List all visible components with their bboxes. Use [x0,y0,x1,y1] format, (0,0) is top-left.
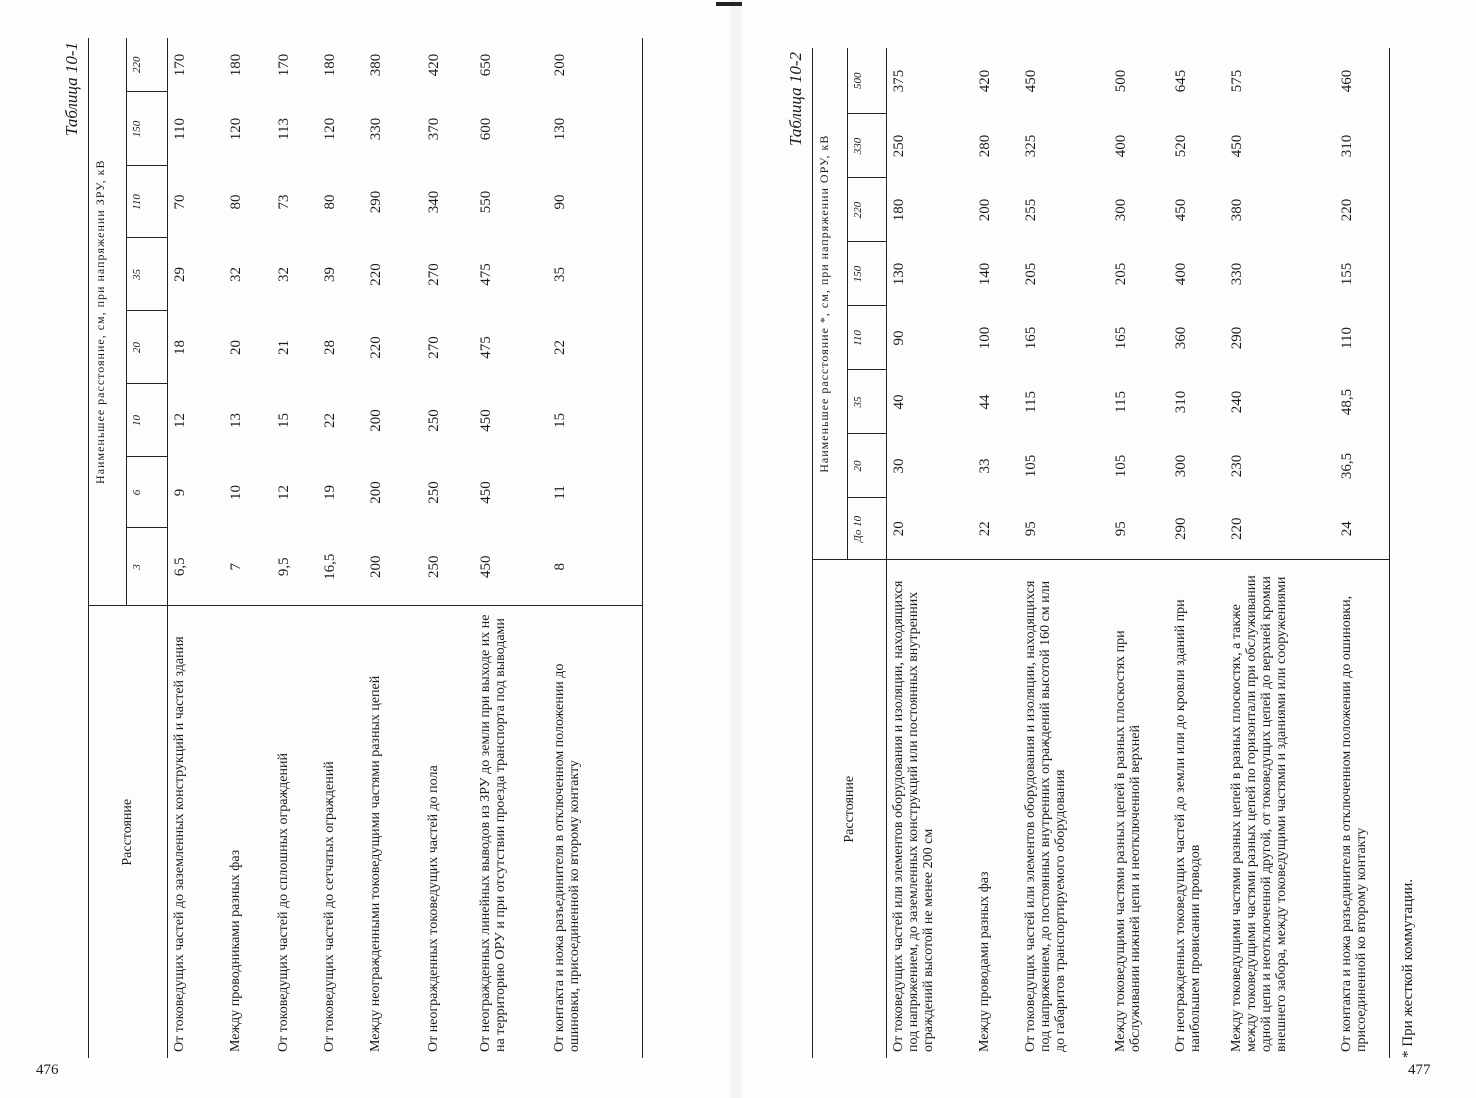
cell-value: 375 [887,48,974,114]
cell-value: 105 [1113,454,1129,478]
cell-value: 200 [548,38,643,92]
cell-value: 220 [368,263,384,286]
cell-value: 130 [887,242,974,306]
row-label: Между токоведущими частями разных цепей в разных плоскостях при обслуживании нижней цепи и неотключенной верхней [1109,560,1169,1058]
cell-value: 200 [977,198,993,222]
table-10-1 [62,38,643,1058]
voltage-header: 35 [127,238,168,311]
cell-value: 400 [1173,262,1189,286]
cell-value: 8 [548,528,643,606]
cell-value: 180 [322,53,338,77]
row-label: От неогражденных токоведущих частей до земли или до кровли зданий при наибольшем провисании проводов [1169,560,1225,1058]
row-label: От неогражденных линейных выводов из ЗРУ до земли при выходе их не на территорию ОРУ и при отсутствии проезда транспорта под выводами [474,606,548,1058]
cell-value: 6,5 [168,528,225,606]
cell-value: 240 [1229,390,1245,414]
row-header: Расстояние [813,560,887,1058]
cell-value: 520 [1173,134,1189,158]
cell-value: 370 [426,117,442,141]
cell-value: 22 [548,311,643,384]
cell-value: 250 [426,555,442,578]
cell-value: 100 [977,326,993,350]
cell-value: 90 [548,166,643,238]
row-label: Между проводами разных фаз [973,560,1019,1058]
table-row [474,38,548,1058]
cell-value: 450 [478,481,494,504]
cell-value: 32 [228,267,244,282]
spine-mark [716,2,744,6]
cell-value: 22 [322,413,338,428]
table-row [1019,48,1109,1058]
cell-value: 450 [1229,134,1245,158]
voltage-header: 20 [848,434,887,498]
table-row [364,38,422,1058]
cell-value: 70 [168,166,225,238]
cell-value: 310 [1335,114,1390,178]
row-label: От контакта и ножа разъединителя в отключенном положении до ошиновки, присоединенной ко второму контакту [548,606,643,1058]
cell-value: 22 [977,521,993,537]
cell-value: 12 [168,384,225,457]
cell-value: 250 [887,114,974,178]
cell-value: 15 [548,384,643,457]
cell-value: 24 [1335,498,1390,560]
cell-value: 36,5 [1335,434,1390,498]
cell-value: 290 [1173,517,1189,540]
table-row [1109,48,1169,1058]
cell-value: 600 [478,117,494,141]
table-row [272,38,318,1058]
cell-value: 80 [322,194,338,210]
cell-value: 325 [1023,134,1039,158]
cell-value: 420 [977,69,993,93]
table-caption: Таблица 10-1 [62,42,81,136]
cell-value: 33 [977,458,993,474]
voltage-header: 150 [848,242,887,306]
cell-value: 16,5 [322,553,338,580]
cell-value: 290 [1229,326,1245,350]
cell-value: 475 [478,336,494,359]
cell-value: 11 [548,457,643,528]
row-label: От токоведущих частей или элементов оборудования и изоляции, находящихся под напряжением, до постоянных внутренних ограждений высотой 160 см или до габаритов транспортируемого оборудования [1019,560,1109,1058]
voltage-header: 35 [848,370,887,434]
cell-value: 300 [1173,454,1189,478]
cell-value: 270 [426,336,442,359]
cell-value: 115 [1113,391,1129,413]
table-row [973,48,1019,1058]
cell-value: 200 [368,409,384,432]
table-10-2 [786,48,1417,1058]
cell-value: 420 [426,53,442,77]
cell-value: 360 [1173,326,1189,350]
cell-value: 450 [1173,198,1189,222]
cell-value: 290 [368,190,384,214]
cell-value: 450 [1023,69,1039,93]
cell-value: 44 [977,394,993,410]
cell-value: 95 [1113,521,1129,537]
cell-value: 250 [426,409,442,432]
cell-value: 80 [228,194,244,210]
cell-value: 32 [276,267,292,282]
cell-value: 170 [168,38,225,92]
voltage-header: До 10 [848,498,887,560]
cell-value: 330 [368,117,384,141]
cell-value: 90 [887,306,974,370]
cell-value: 12 [276,485,292,500]
row-header: Расстояние [89,606,168,1058]
cell-value: 120 [322,117,338,141]
cell-value: 28 [322,340,338,355]
cell-value: 19 [322,485,338,500]
cell-value: 645 [1173,69,1189,93]
cell-value: 20 [228,340,244,355]
row-label: От токоведущих частей или элементов оборудования и изоляции, находящихся под напряжением, до заземленных конструкций или постоянных внутренних ограждений высотой не менее 200 см [887,560,974,1058]
cell-value: 475 [478,263,494,286]
cell-value: 500 [1113,69,1129,93]
cell-value: 115 [1023,391,1039,413]
cell-value: 180 [887,178,974,242]
cell-value: 180 [228,53,244,77]
row-label: Между токоведущими частями разных цепей в разных плоскостях, а также между токоведущими частями разных цепей по горизонтали при обслуживании одной цепи и неотключенной другой, от токоведущих цепей до верхней кромки внешнего забора, между токоведущими частями и зданиями или сооружениями [1225,560,1335,1058]
table-caption: Таблица 10-2 [786,52,805,146]
cell-value: 110 [1335,306,1390,370]
cell-value: 170 [276,53,292,77]
row-label: Между проводниками разных фаз [224,606,272,1058]
cell-value: 9,5 [276,557,292,577]
cell-value: 120 [228,117,244,141]
cell-value: 29 [168,238,225,311]
cell-value: 280 [977,134,993,158]
cell-value: 105 [1023,454,1039,478]
cell-value: 575 [1229,69,1245,93]
cell-value: 165 [1023,326,1039,350]
page-number-left: 476 [36,1062,59,1078]
voltage-header: 150 [127,92,168,166]
data-table [812,48,1390,1058]
cell-value: 113 [276,118,292,140]
cell-value: 73 [276,194,292,210]
cell-value: 7 [228,563,244,571]
cell-value: 15 [276,413,292,428]
cell-value: 220 [1229,517,1245,540]
cell-value: 330 [1229,262,1245,286]
table-row [548,38,643,1058]
cell-value: 255 [1023,198,1039,222]
cell-value: 460 [1335,48,1390,114]
table-row [1335,48,1390,1058]
cell-value: 400 [1113,134,1129,158]
cell-value: 10 [228,485,244,500]
cell-value: 310 [1173,390,1189,414]
cell-value: 155 [1335,242,1390,306]
cell-value: 230 [1229,454,1245,478]
cell-value: 205 [1023,262,1039,286]
cell-value: 550 [478,190,494,214]
page-number-right: 477 [1408,1062,1431,1078]
voltage-header: 500 [848,48,887,114]
voltage-header: 110 [848,306,887,370]
voltage-header: 3 [127,528,168,606]
cell-value: 220 [1335,178,1390,242]
voltage-header: 10 [127,384,168,457]
cell-value: 110 [168,92,225,166]
cell-value: 95 [1023,521,1039,537]
cell-value: 205 [1113,262,1129,286]
cell-value: 165 [1113,326,1129,350]
row-label: От токоведущих частей до сетчатых ограждений [318,606,364,1058]
cell-value: 270 [426,263,442,286]
cell-value: 40 [887,370,974,434]
row-label: От неогражденных токоведущих частей до пола [422,606,474,1058]
cell-value: 48,5 [1335,370,1390,434]
cell-value: 21 [276,340,292,355]
voltage-header: 220 [127,38,168,92]
cell-value: 39 [322,267,338,282]
cell-value: 200 [368,555,384,578]
cell-value: 450 [478,409,494,432]
cell-value: 220 [368,336,384,359]
cell-value: 35 [548,238,643,311]
cell-value: 30 [887,434,974,498]
cell-value: 200 [368,481,384,504]
row-label: От токоведущих частей до сплошных ограждений [272,606,318,1058]
cell-value: 650 [478,53,494,77]
table-row [1225,48,1335,1058]
row-label: Между неогражденными токоведущими частями разных цепей [364,606,422,1058]
cell-value: 380 [368,53,384,77]
group-header: Наименьшее расстояние, см, при напряжении ЗРУ, кВ [89,38,127,606]
cell-value: 13 [228,413,244,428]
group-header: Наименьшее расстояние *, см, при напряжении ОРУ, кВ [813,48,848,560]
data-table [88,38,643,1058]
voltage-header: 330 [848,114,887,178]
voltage-header: 6 [127,457,168,528]
voltage-header: 220 [848,178,887,242]
left-page [0,0,730,1098]
voltage-header: 110 [127,166,168,238]
table-row [422,38,474,1058]
cell-value: 140 [977,262,993,286]
row-label: От токоведущих частей до заземленных конструкций и частей здания [168,606,225,1058]
table-row [168,38,225,1058]
book-gutter [730,0,742,1098]
cell-value: 9 [168,457,225,528]
cell-value: 130 [548,92,643,166]
voltage-header: 20 [127,311,168,384]
cell-value: 340 [426,190,442,214]
cell-value: 20 [887,498,974,560]
row-label: От контакта и ножа разъединителя в отключенном положении до ошиновки, присоединенной ко второму контакту [1335,560,1390,1058]
cell-value: 380 [1229,198,1245,222]
cell-value: 18 [168,311,225,384]
table-row [318,38,364,1058]
table-row [1169,48,1225,1058]
cell-value: 450 [478,555,494,578]
cell-value: 250 [426,481,442,504]
table-row [224,38,272,1058]
table-footnote: * При жесткой коммутации. [1400,878,1416,1058]
right-page [742,0,1476,1098]
cell-value: 300 [1113,198,1129,222]
table-row [887,48,974,1058]
